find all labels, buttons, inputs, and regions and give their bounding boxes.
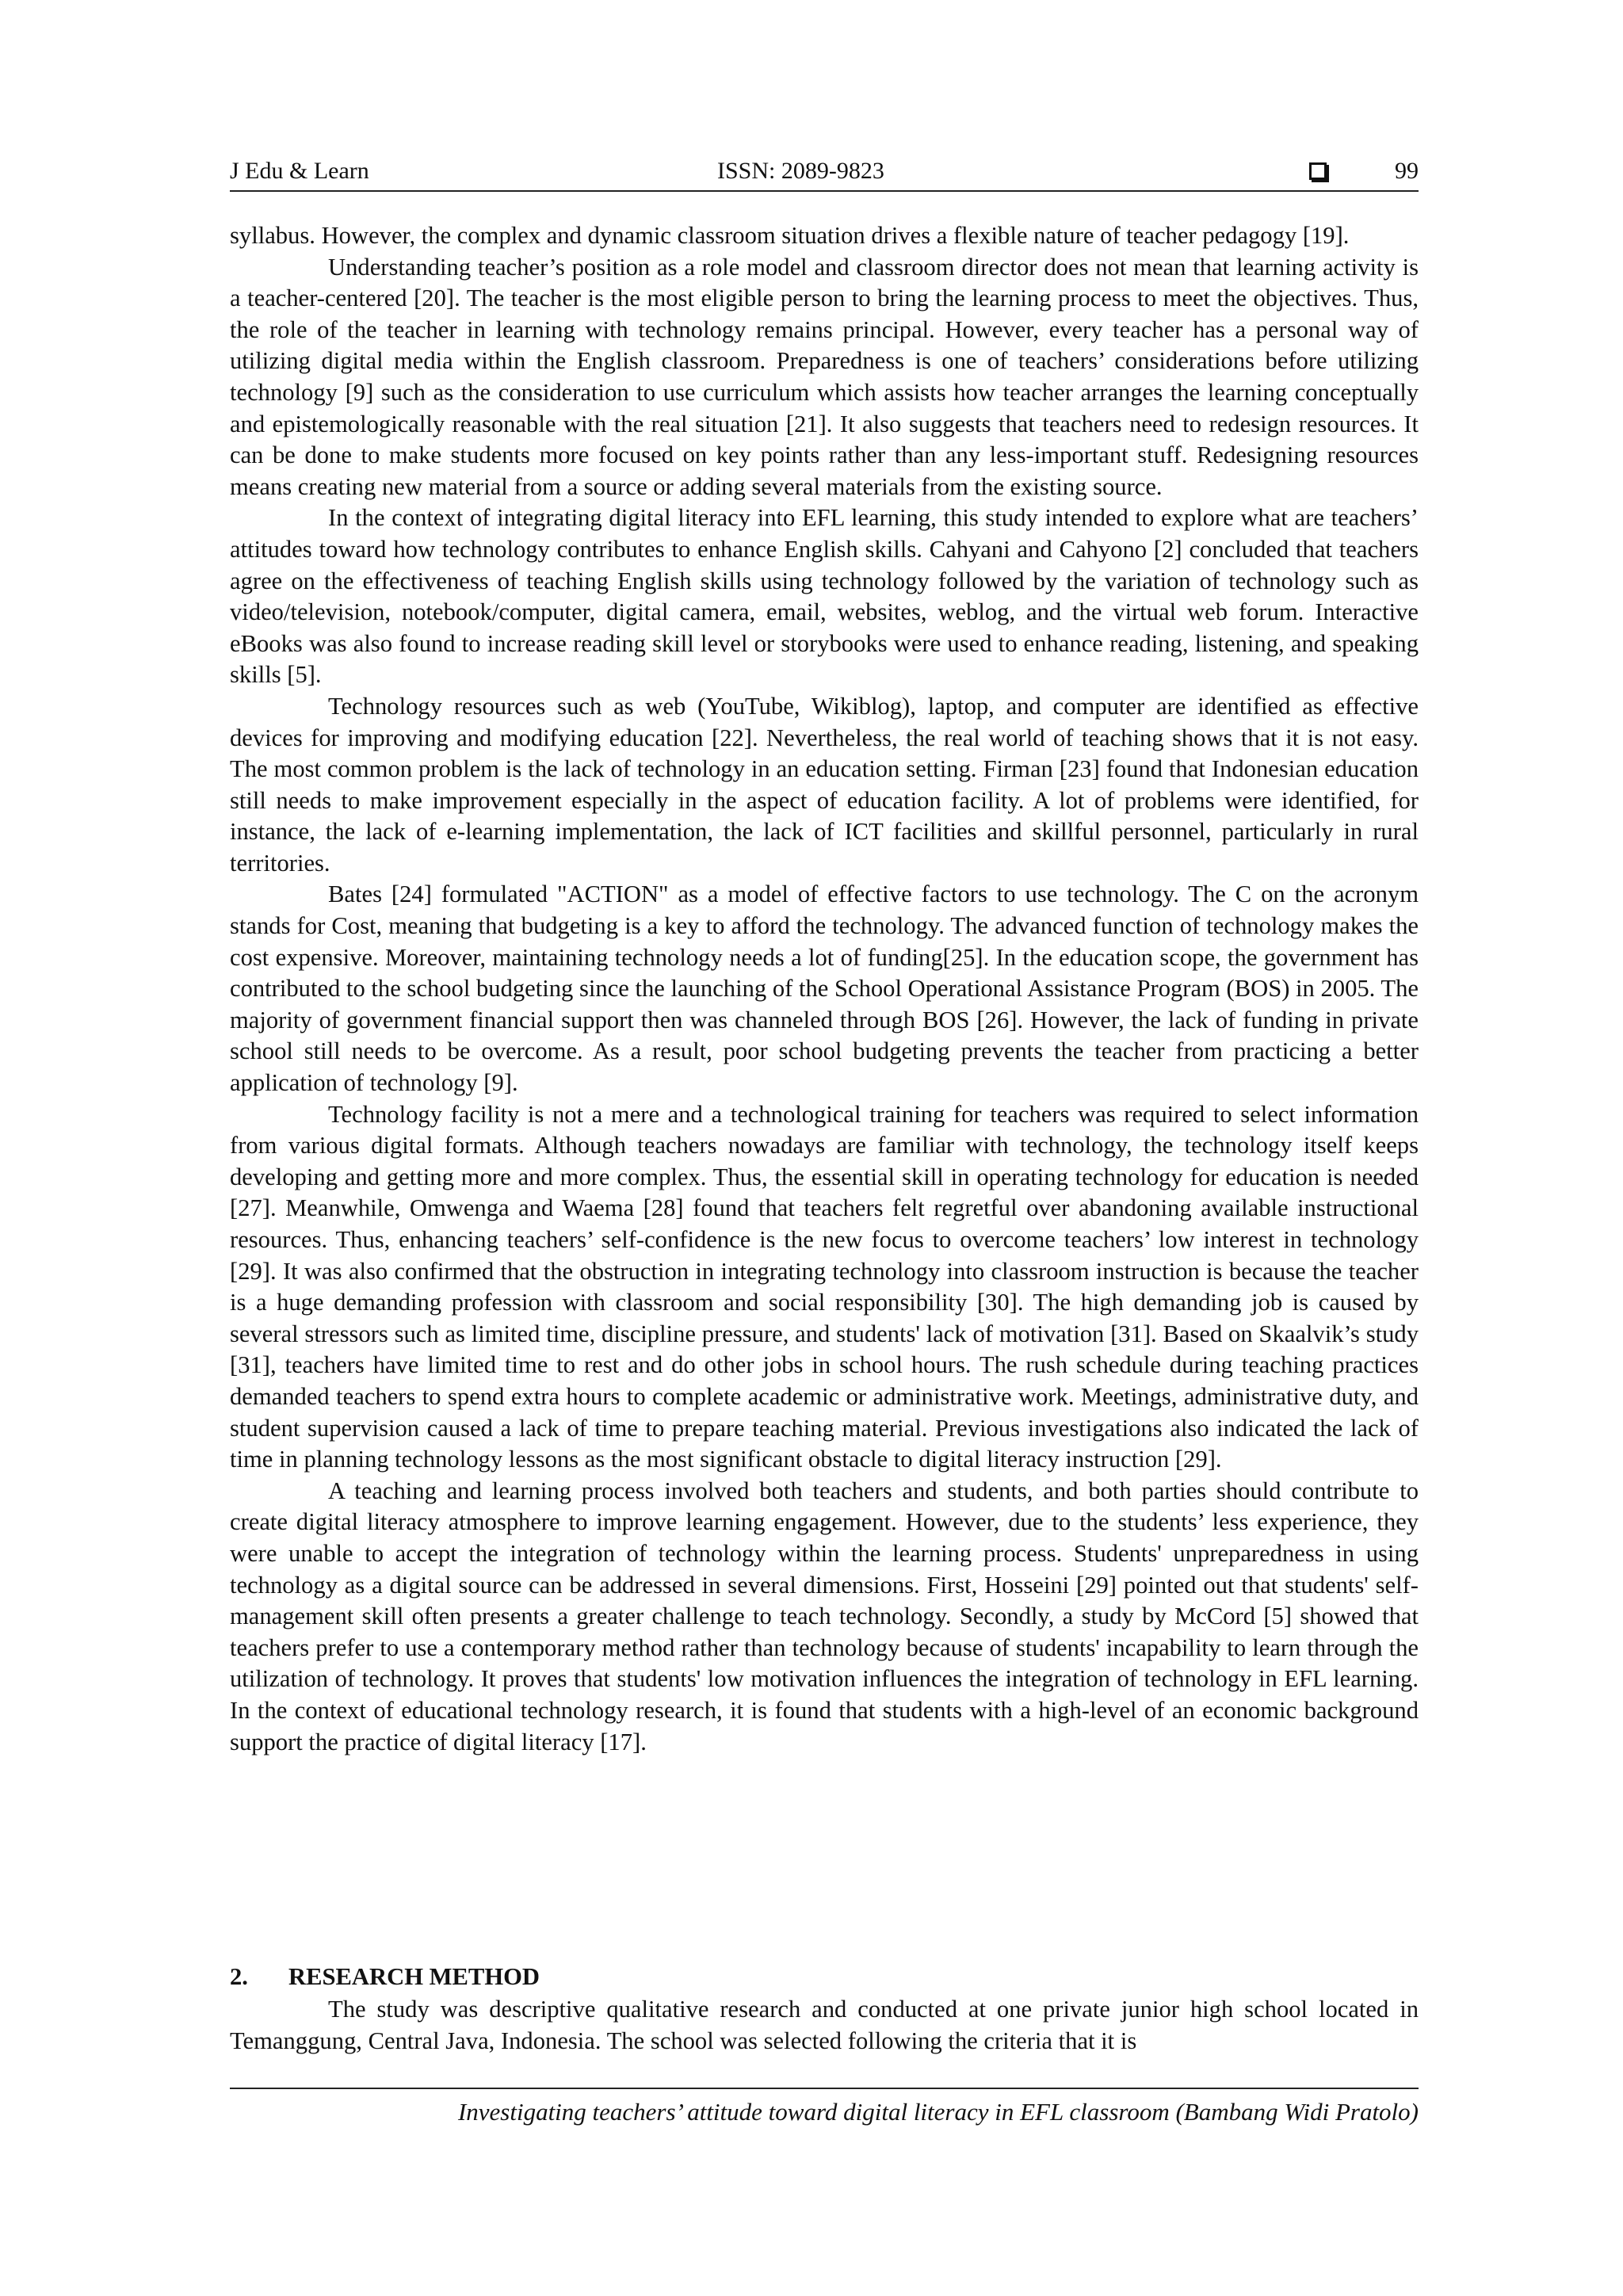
paragraph: Technology facility is not a mere and a technological training for teachers was required to select information from various digital formats. Although teachers nowadays are familiar with technology, the technology itself keeps developing and getting more and more complex. Thus, the essential skill in operating technology for education is needed [27]. Meanwhile, Omwenga and Waema [28] found that teachers felt regretful over abandoning available instructional resources. Thus, enhancing teachers’ self-confidence is the new focus to overcome teachers’ low interest in technology [29]. It was also confirmed that the obstruction in integrating technology into classroom instruction is because the teacher is a huge demanding profession with classroom and social responsibility [30]. The high demanding job is caused by several stressors such as limited time, discipline pressure, and students' lack of motivation [31]. Based on Skaalvik’s study [31], teachers have limited time to rest and do other jobs in school hours. The rush schedule during teaching practices demanded teachers to spend extra hours to complete academic or administrative work. Meetings, administrative duty, and student supervision caused a lack of time to prepare teaching material. Previous investigations also indicated the lack of time in planning technology lessons as the most significant obstacle to digital literacy instruction [29]. bbox=[230, 1100, 1419, 1473]
paragraph: In the context of integrating digital literacy into EFL learning, this study intended to explore what are teachers’ attitudes toward how technology contributes to enhance English skills. Cahyani and Cahyono [2] concluded that teachers agree on the effectiveness of teaching English skills using technology followed by the variation of technology such as video/television, notebook/computer, digital camera, email, websites, weblog, and the virtual web forum. Interactive eBooks was also found to increase reading skill level or storybooks were used to enhance reading, listening, and speaking skills [5]. bbox=[230, 504, 1419, 689]
page-header bbox=[230, 155, 1419, 192]
paragraph: A teaching and learning process involved both teachers and students, and both parties should contribute to create digital literacy atmosphere to improve learning engagement. However, due to the students’ less experience, they were unable to accept the integration of technology within the learning process. Students' unpreparedness in using technology as a digital source can be addressed in several dimensions. First, Hosseini [29] pointed out that students' self-management skill often presents a greater challenge to teach technology. Secondly, a study by McCord [5] showed that teachers prefer to use a contemporary method rather than technology because of students' incapability to learn through the utilization of technology. It proves that students' low motivation influences the integration of technology in EFL learning. In the context of educational technology research, it is found that students with a high-level of an economic background support the practice of digital literacy [17]. bbox=[230, 1477, 1419, 1755]
paragraph: syllabus. However, the complex and dynamic classroom situation drives a flexible nature of teacher pedagogy [19]. bbox=[230, 222, 1350, 249]
body-text bbox=[230, 220, 1419, 1758]
journal-name: J Edu & Learn bbox=[230, 158, 369, 184]
footer-divider bbox=[230, 2088, 1419, 2089]
section-title: RESEARCH METHOD bbox=[288, 1963, 540, 1990]
paragraph: Bates [24] formulated "ACTION" as a model of effective factors to use technology. The C on the acronym stands for Cost, meaning that budgeting is a key to afford the technology. The advanced function of technology makes the cost expensive. Moreover, maintaining technology needs a lot of funding[25]. In the education scope, the government has contributed to the school budgeting since the launching of the School Operational Assistance Program (BOS) in 2005. The majority of government financial support then was channeled through BOS [26]. However, the lack of funding in private school still needs to be overcome. As a result, poor school budgeting prevents the teacher from practicing a better application of technology [9]. bbox=[230, 881, 1419, 1097]
header-divider bbox=[230, 190, 1419, 192]
section-number: 2. bbox=[230, 1963, 248, 1990]
page-number: 99 bbox=[1395, 158, 1419, 184]
paragraph: Understanding teacher’s position as a role model and classroom director does not mean that learning activity is a teacher-centered [20]. The teacher is the most eligible person to bring the learning process to meet the objectives. Thus, the role of the teacher in learning with technology remains principal. However, every teacher has a personal way of utilizing digital media within the English classroom. Preparedness is one of teachers’ considerations before utilizing technology [9] such as the consideration to use curriculum which assists how teacher arranges the learning conceptually and epistemologically reasonable with the real situation [21]. It also suggests that teachers need to redesign resources. It can be done to make students more focused on key points rather than any less-important stuff. Redesigning resources means creating new material from a source or adding several materials from the existing source. bbox=[230, 253, 1419, 500]
paragraph: Technology resources such as web (YouTube, Wikiblog), laptop, and computer are identified as effective devices for improving and modifying education [22]. Nevertheless, the real world of teaching shows that it is not easy. The most common problem is the lack of technology in an education setting. Firman [23] found that Indonesian education still needs to make improvement especially in the aspect of education facility. A lot of problems were identified, for instance, the lack of e-learning implementation, the lack of ICT facilities and skillful personnel, particularly in rural territories. bbox=[230, 692, 1419, 877]
paragraph: The study was descriptive qualitative research and conducted at one private junior high school located in Temanggung, Central Java, Indonesia. The school was selected following the criteria that it is bbox=[230, 1996, 1419, 2054]
section-heading bbox=[230, 1962, 540, 1993]
running-footer: Investigating teachers’ attitude toward digital literacy in EFL classroom (Bambang Widi Pratolo) bbox=[457, 2098, 1419, 2126]
square-bullet-icon bbox=[1309, 162, 1327, 180]
method-text bbox=[230, 1994, 1419, 2057]
issn: ISSN: 2089-9823 bbox=[717, 158, 884, 184]
